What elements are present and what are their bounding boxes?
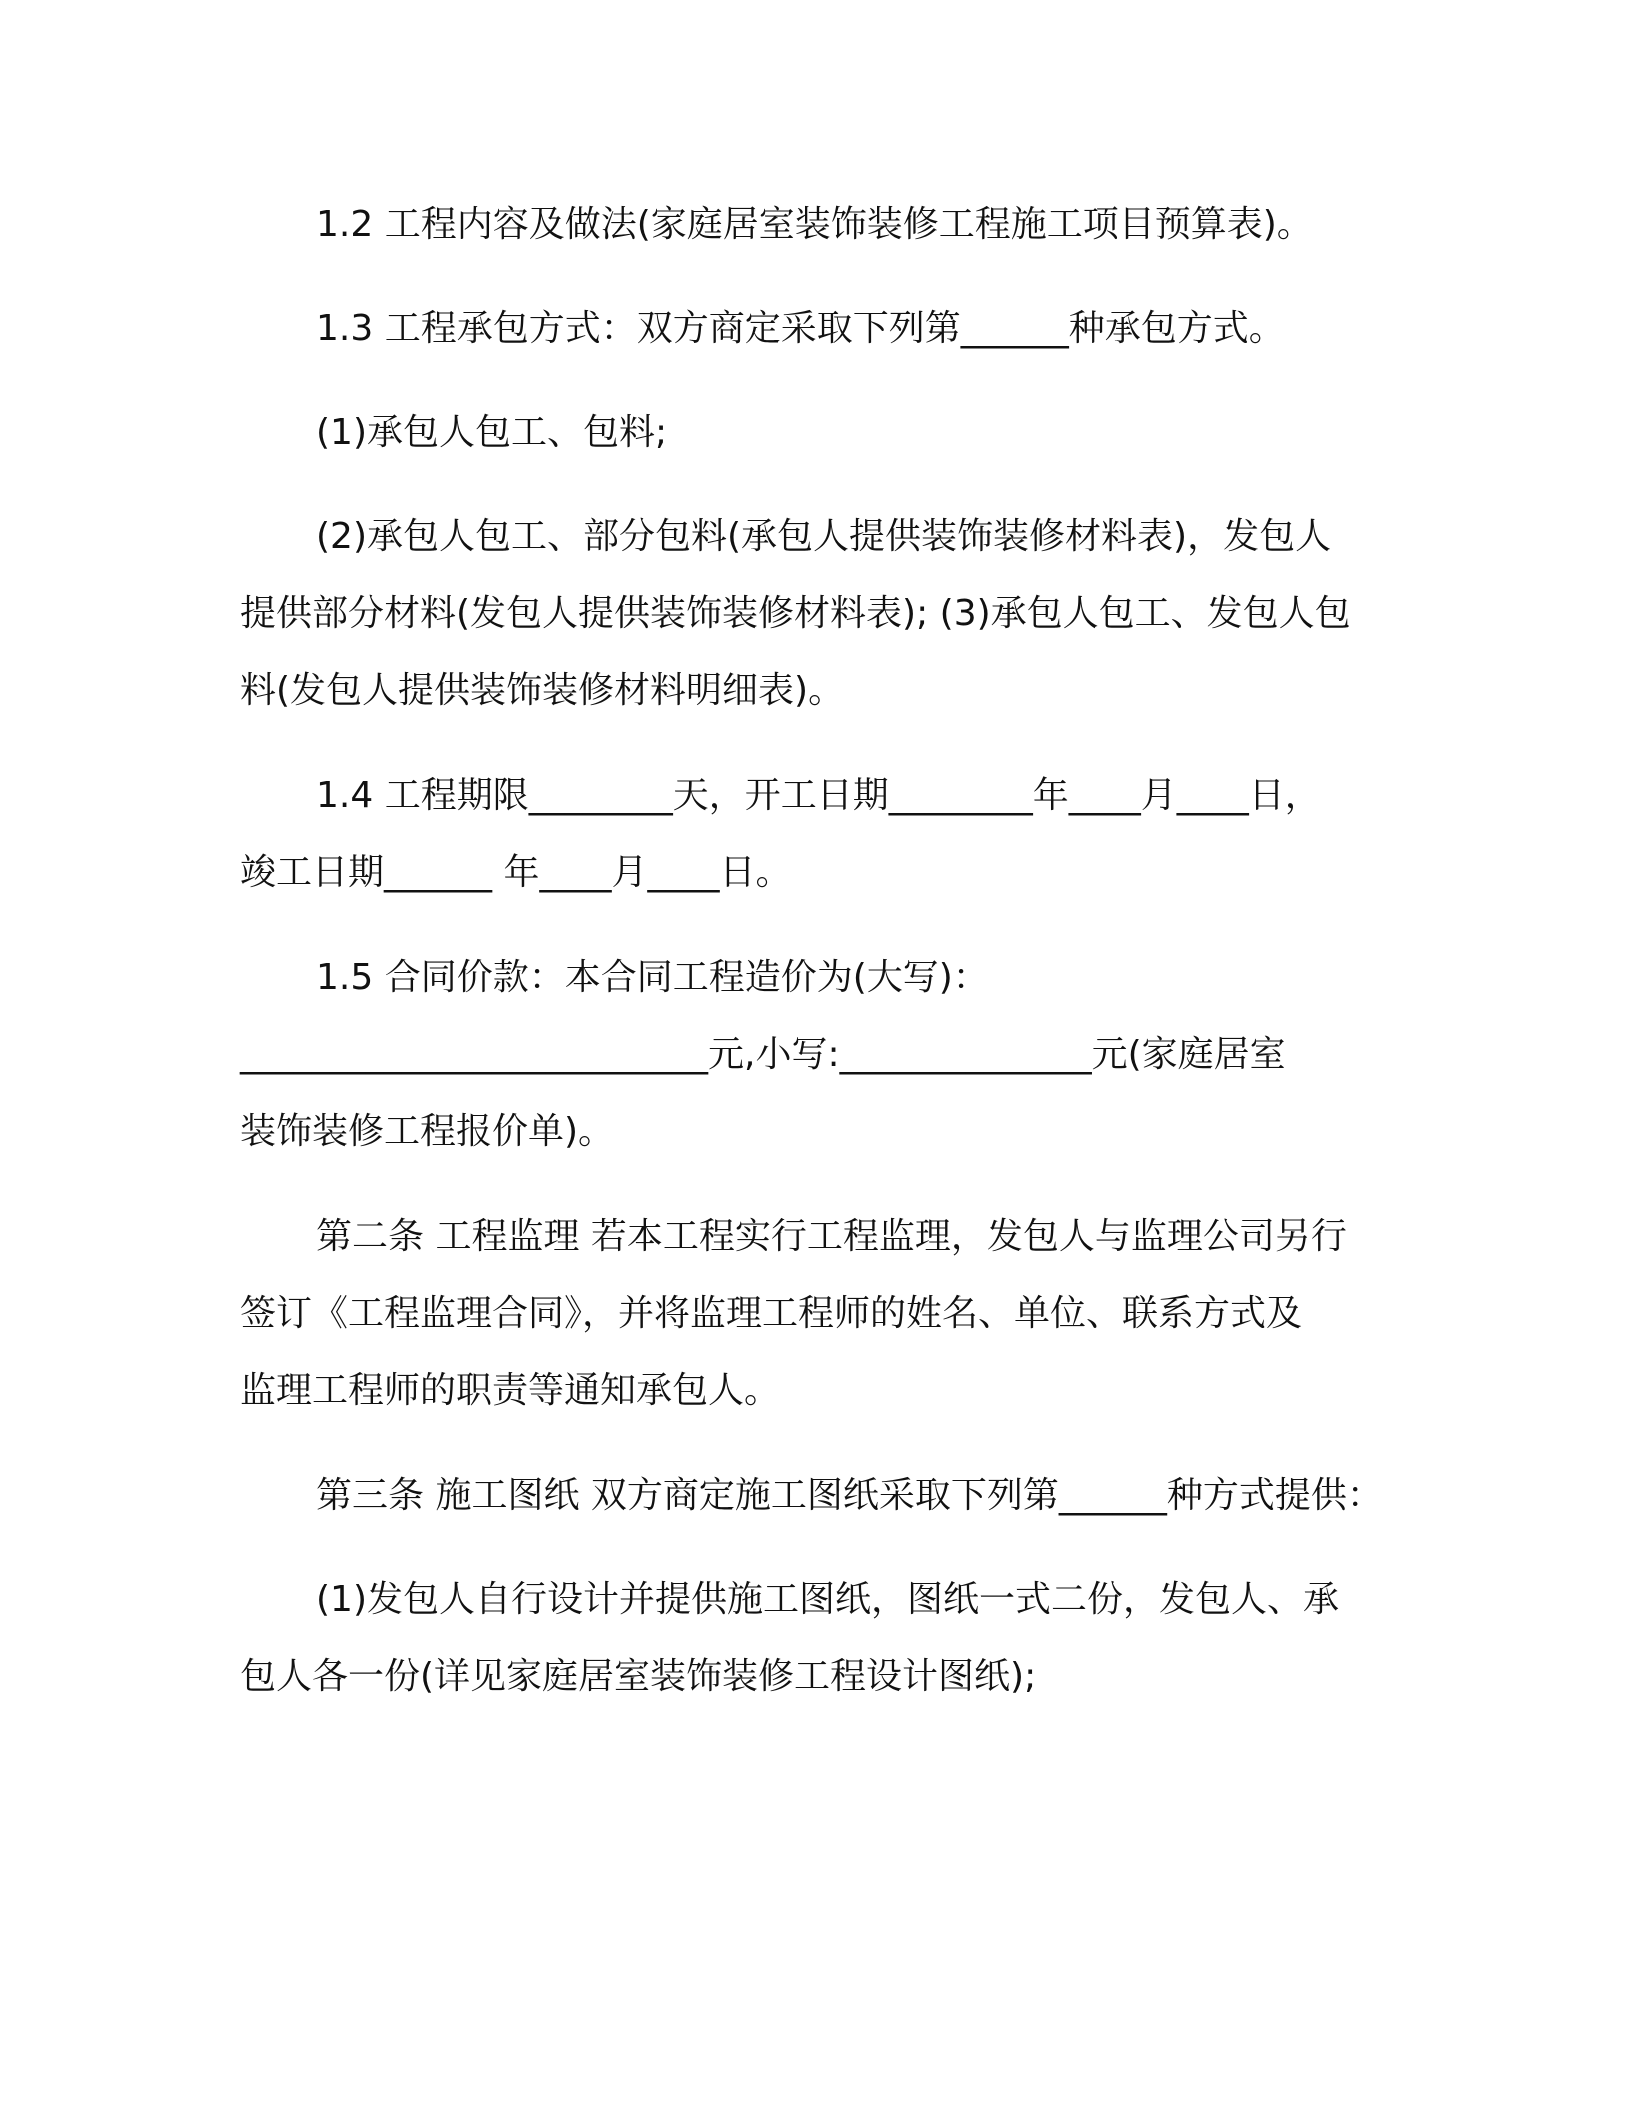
text-line: 签订《工程监理合同》，并将监理工程师的姓名、单位、联系方式及 bbox=[240, 1293, 1303, 1334]
paragraph-drawing-option-1 bbox=[240, 1561, 1410, 1715]
text-line: 提供部分材料(发包人提供装饰装修材料表); (3)承包人包工、发包人包 bbox=[240, 593, 1351, 634]
text-line: (1)发包人自行设计并提供施工图纸，图纸一式二份，发包人、承 bbox=[316, 1579, 1339, 1620]
paragraph-article-3 bbox=[240, 1457, 1410, 1534]
text-line: 第三条 施工图纸 双方商定施工图纸采取下列第______种方式提供： bbox=[316, 1475, 1383, 1516]
text-line: 1.4 工程期限________天，开工日期________年____月____日， bbox=[316, 775, 1321, 816]
text-line: 1.3 工程承包方式：双方商定采取下列第______种承包方式。 bbox=[316, 308, 1285, 349]
paragraph-option-2-3 bbox=[240, 498, 1410, 729]
text-line: 监理工程师的职责等通知承包人。 bbox=[240, 1370, 781, 1411]
text-line: 1.5 合同价款：本合同工程造价为(大写)： bbox=[316, 957, 989, 998]
text-line: 1.2 工程内容及做法(家庭居室装饰装修工程施工项目预算表)。 bbox=[316, 204, 1313, 245]
text-line: 竣工日期______ 年____月____日。 bbox=[240, 852, 792, 893]
text-line: (2)承包人包工、部分包料(承包人提供装饰装修材料表)，发包人 bbox=[316, 516, 1332, 557]
paragraph-article-2 bbox=[240, 1198, 1410, 1429]
document-page bbox=[240, 186, 1410, 1743]
text-line: 第二条 工程监理 若本工程实行工程监理，发包人与监理公司另行 bbox=[316, 1216, 1347, 1257]
text-line: 包人各一份(详见家庭居室装饰装修工程设计图纸); bbox=[240, 1656, 1037, 1697]
text-line: (1)承包人包工、包料; bbox=[316, 412, 668, 453]
paragraph-option-1 bbox=[240, 394, 1410, 471]
paragraph-1-2 bbox=[240, 186, 1410, 263]
paragraph-1-4 bbox=[240, 757, 1410, 911]
paragraph-1-5 bbox=[240, 939, 1410, 1170]
text-line: __________________________元,小写:______________元(家庭居室 bbox=[240, 1034, 1286, 1075]
paragraph-1-3 bbox=[240, 290, 1410, 367]
text-line: 料(发包人提供装饰装修材料明细表)。 bbox=[240, 670, 845, 711]
text-line: 装饰装修工程报价单)。 bbox=[240, 1111, 615, 1152]
